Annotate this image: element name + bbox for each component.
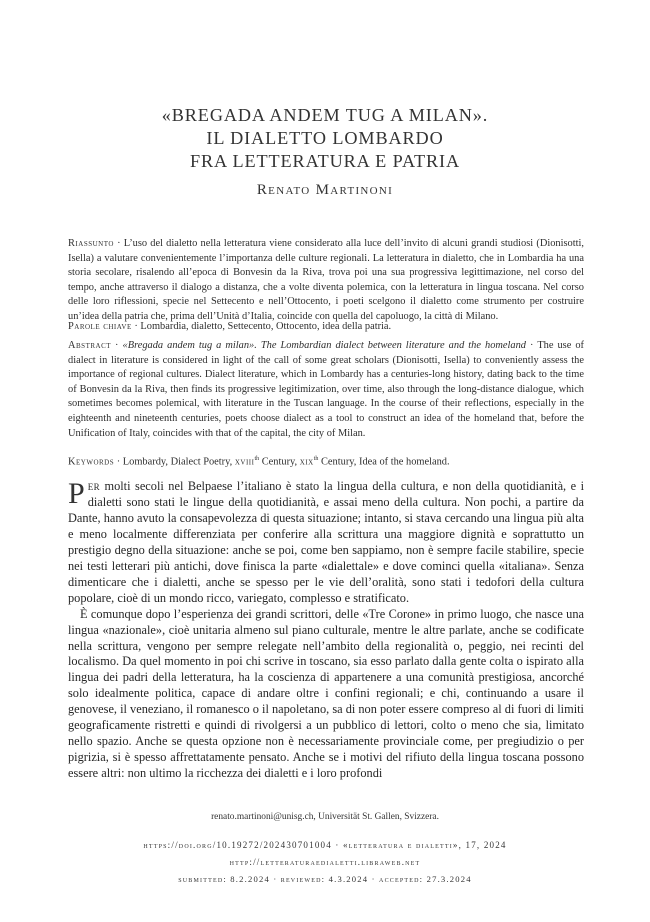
author-footnote: renato.martinoni@unisg.ch, Universität St. Gallen, Svizzera. (211, 812, 439, 822)
body-paragraph-1 (68, 479, 584, 607)
keywords-sup-2: th (313, 456, 319, 462)
riassunto-text: L’uso del dialetto nella letteratura viene considerato alla luce dell’invito di alcuni grandi studiosi (Dionisotti, Isella) a valutare convenientemente l’importanza delle culture regionali. La letteratura in dialetto, che in Lombardia ha una storia secolare, risalendo all’epoca di Bonvesin da la Riva, trova poi una sua progressiva legittimazione, nel corso del tempo, anche attraverso il dialogo a distanza, che a volte diventa polemica, con la letteratura in lingua toscana. Nel corso delle loro riflessioni, specie nel Settecento e nell’Ottocento, i poeti scelgono il dialetto come strumento per costruire un’idea della patria che, prima dell’Unità d’Italia, coincide con quella del capoluogo, la città di Milano. (68, 238, 584, 322)
title-line-1: «BREGADA ANDEM TUG A MILAN». (161, 105, 489, 125)
article-body (68, 479, 584, 782)
parole-chiave-label: Parole chiave (68, 321, 132, 332)
title-line-3: FRA LETTERATURA E PATRIA (189, 151, 461, 171)
journal-url-line: http://letteraturaedialetti.libraweb.net (229, 857, 421, 867)
keywords-text-1: Lombardy, Dialect Poetry, (122, 456, 233, 468)
abstract-text: The use of dialect in literature is considered in light of the call of some great scholars (Dionisotti, Isella) to conveniently assess the importance of regional cultures. Dialect literature, which in Lombardy has a centuries-long history, dating back to the time of Bonvesin da la Riva, then finds its progressive legitimization, over time, also through the long-distance dialogue, which sometimes becomes polemical, with literature in the Tuscan language. In the course of their reflections, especially in the eighteenth and nineteenth centuries, poets choose dialect as a tool to construct an idea of the homeland that, before the Unification of Italy, coincides with that of the capital, the city of Milan. (68, 340, 585, 439)
keywords-label: Keywords (68, 456, 115, 468)
article-title (0, 104, 650, 173)
drop-cap: P (68, 477, 85, 510)
body-paragraph-1-text: molti secoli nel Belpaese l’italiano è stato la lingua della cultura, e non della quotidianità, e i dialetti sono stati le lingue della quotidianità, e assai meno della cultura. Non pochi, a partire da Dante, hanno avuto la consapevolezza di questa situazione; intanto, si stava cercando una lingua più alta e meno localmente differenziata per conferire alla scrittura una maggiore dignità e soprattutto un prestigio degno della situazione: anche se poi, come ben sappiamo, non è sempre facile stabilire, specie nei testi letterari più antichi, dove finisca la parte «dialettale» e dove cominci quella «italiana». Senza dimenticare che i dialetti, anche se spesso per le vie dell’oralità, sono stati i tedofori della cultura popolare, cioè di un mondo ricco, variegato, complesso e stratificato. (68, 479, 584, 605)
body-paragraph-2: È comunque dopo l’esperienza dei grandi scrittori, delle «Tre Corone» in primo luogo, che nasce una lingua «nazionale», cioè unitaria almeno sul piano culturale, mentre le altre parlate, anche se codificate nella scrittura, vengono per sempre relegate nell’ambito della regionalità o, peggio, nei recinti del localismo. Da quel momento in poi chi scrive in toscano, sia esso parlato dalla gente colta o ispirato alla lingua dei padri della letteratura, ha la coscienza di appartenere a una comunità prestigiosa, ancorché solo idealmente politica, capace di andare oltre i confini regionali; e chi, continuando a usare il genovese, il veneziano, il romanesco o il napoletano, sa di non poter essere compreso al di fuori di limiti geograficamente ristretti e quindi di rivolgersi a un pubblico di lettori, colto o meno che sia, limitato nello spazio. Anche se questa opzione non è necessariamente provinciale come, per pregiudizio o per pigrizia, si è spesso affrettatamente pensato. Anche se i motivi del rifiuto della lingua toscana possono essere altri: non ultimo la ricchezza dei dialetti e i loro profondi (68, 606, 584, 781)
keywords-century-1: xviii (234, 456, 255, 468)
doi-line: https://doi.org/10.19272/202430701004 · «letteratura e dialetti», 17, 2024 (143, 840, 507, 850)
keywords-text-3: Century, Idea of the homeland. (321, 456, 450, 468)
title-line-2: IL DIALETTO LOMBARDO (206, 128, 444, 148)
keywords-block: Keywords · Lombardy, Dialect Poetry, xviii$^{th}$ Century, xix$^{th}$ Century, Idea of the homeland. (68, 456, 450, 468)
submission-dates-line: submitted: 8.2.2024 · reviewed: 4.3.2024 · accepted: 27.3.2024 (178, 874, 472, 884)
parole-chiave-text: Lombardia, dialetto, Settecento, Ottocento, idea della patria. (140, 321, 392, 332)
keywords-text-2: Century, (261, 456, 298, 468)
abstract-title: «Bregada andem tug a milan». The Lombardian dialect between literature and the homeland (122, 340, 526, 351)
parole-chiave-block: Parole chiave · Lombardia, dialetto, Settecento, Ottocento, idea della patria. (68, 321, 392, 332)
author-name: Renato Martinoni (256, 182, 394, 198)
abstract-label: Abstract (68, 340, 112, 351)
lead-small-caps: er (87, 479, 100, 493)
abstract-block: Abstract · «Bregada andem tug a milan». The Lombardian dialect between literature and the homeland · The use of dialect in literature is considered in light of the call of some great scholars (Dionisotti, Isella) to conveniently assess the importance of regional cultures. Dialect literature, which in Lombardy has a centuries-long history, dating back to the time of Bonvesin da la Riva, then finds its progressive legitimization, over time, also through the long-distance dialogue, which sometimes becomes polemical, with literature in the Tuscan language. In the course of their reflections, especially in the eighteenth and nineteenth centuries, poets choose dialect as a tool to construct an idea of the homeland that, before the Unification of Italy, coincides with that of the capital, the city of Milan. (68, 340, 585, 439)
riassunto-label: Riassunto (68, 238, 114, 249)
riassunto-block: Riassunto · L’uso del dialetto nella letteratura viene considerato alla luce dell’invito di alcuni grandi studiosi (Dionisotti, Isella) a valutare convenientemente l’importanza delle culture regionali. La letteratura in dialetto, che in Lombardia ha una storia secolare, risalendo all’epoca di Bonvesin da la Riva, trova poi una sua progressiva legittimazione, nel corso del tempo, anche attraverso il dialogo a distanza, che a volte diventa polemica, con la letteratura in lingua toscana. Nel corso delle loro riflessioni, specie nel Settecento e nell’Ottocento, i poeti scelgono il dialetto come strumento per costruire un’idea della patria che, prima dell’Unità d’Italia, coincide con quella del capoluogo, la città di Milano. (68, 238, 584, 322)
keywords-century-2: xix (299, 456, 314, 468)
keywords-sup-1: th (254, 456, 260, 462)
